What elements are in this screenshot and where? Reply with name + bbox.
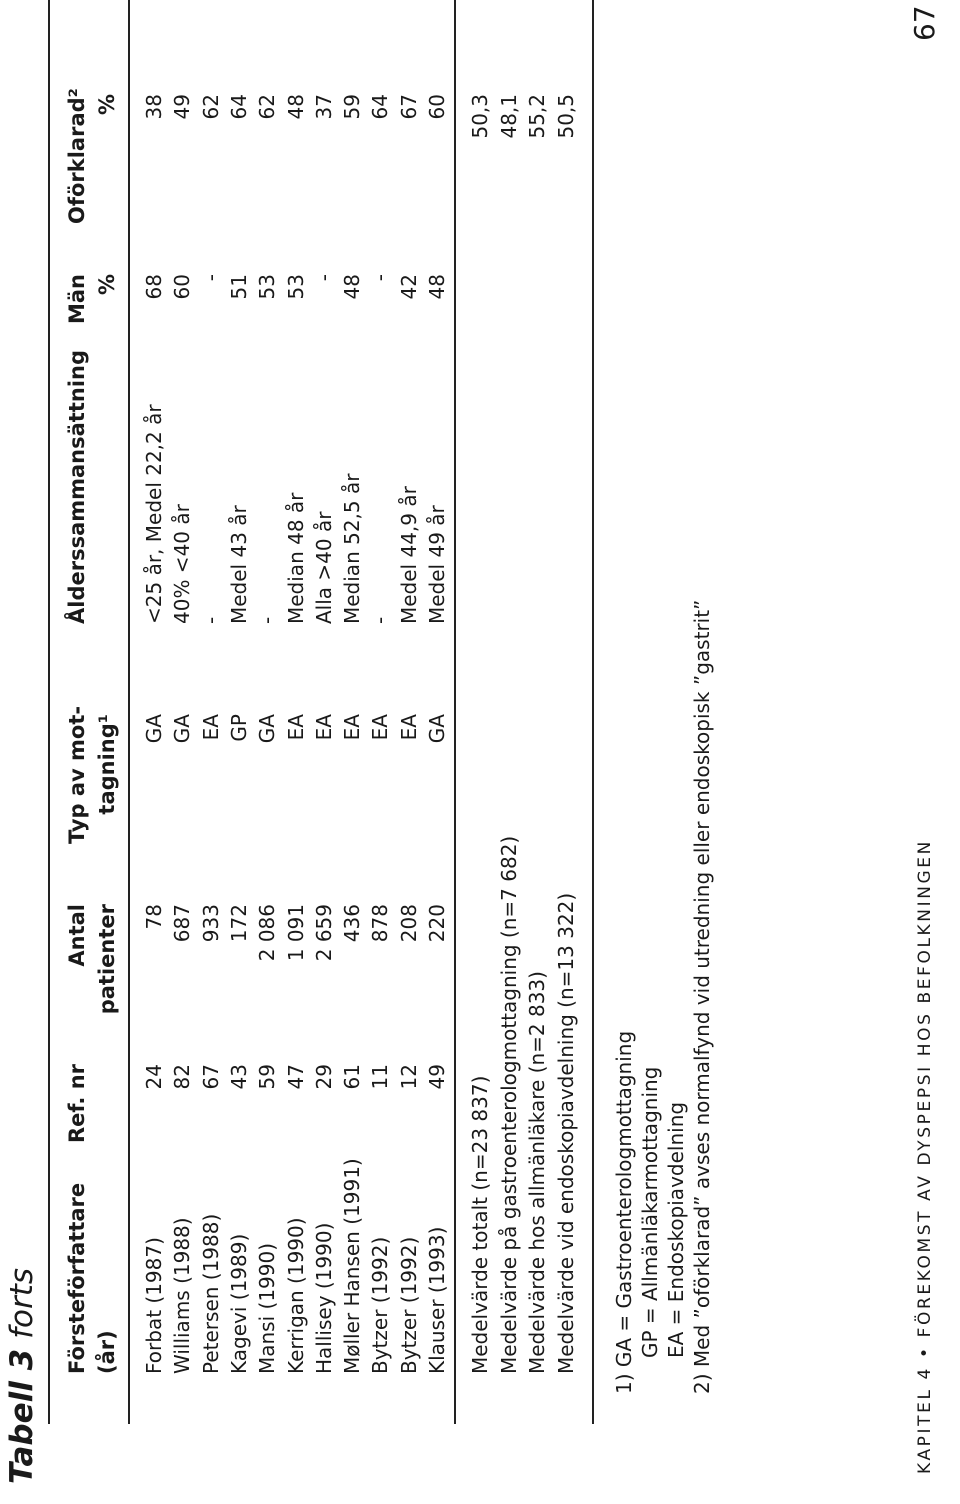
- col-header-men: Män %: [65, 274, 119, 325]
- cell-unexplained: 59: [340, 94, 365, 120]
- cell-men: 60: [170, 274, 195, 300]
- cell-type: GA: [255, 714, 280, 744]
- top-rule: [48, 0, 50, 1424]
- cell-ref: 11: [368, 1064, 393, 1090]
- cell-men: -: [198, 274, 223, 282]
- cell-patients: 78: [142, 904, 166, 930]
- summary-label: Medelvärde på gastroenterologmottagning (n=7 682): [496, 835, 521, 1374]
- cell-men: 48: [425, 274, 449, 300]
- chapter-footer: KAPITEL 4 • FÖREKOMST AV DYSPEPSI HOS BEFOLKNINGEN: [915, 839, 935, 1474]
- cell-author: Møller Hansen (1991): [340, 1158, 365, 1374]
- cell-unexplained: 60: [425, 94, 449, 120]
- cell-unexplained: 62: [255, 94, 280, 120]
- cell-ref: 82: [170, 1064, 195, 1090]
- summary-value: 50,5: [553, 94, 578, 139]
- cell-patients: 172: [226, 904, 251, 943]
- footnote-2: 2) Med ”oförklarad” avses normalfynd vid utredning eller endoskopisk ”gastrit”: [690, 599, 714, 1394]
- cell-ref: 24: [142, 1064, 166, 1090]
- cell-age: Medel 43 år: [226, 505, 251, 624]
- cell-author: Hallisey (1990): [311, 1222, 336, 1374]
- cell-patients: 687: [170, 904, 195, 943]
- cell-patients: 1 091: [283, 904, 308, 962]
- cell-men: 48: [340, 274, 365, 300]
- cell-author: Williams (1988): [170, 1217, 195, 1374]
- col-header-age: Ålderssammansättning: [65, 349, 89, 624]
- cell-type: EA: [198, 714, 223, 741]
- footnote-1c: EA = Endoskopiavdelning: [664, 1101, 688, 1358]
- cell-age: <25 år, Medel 22,2 år: [142, 404, 166, 624]
- cell-age: Alla >40 år: [311, 511, 336, 624]
- bottom-rule: [592, 0, 594, 1424]
- cell-ref: 29: [311, 1064, 336, 1090]
- cell-age: 40% <40 år: [170, 504, 195, 624]
- cell-men: 68: [142, 274, 166, 300]
- cell-type: EA: [396, 714, 421, 741]
- header-rule: [128, 0, 130, 1424]
- cell-unexplained: 62: [198, 94, 223, 120]
- cell-age: Median 48 år: [283, 492, 308, 624]
- cell-ref: 43: [226, 1064, 251, 1090]
- col-header-patients: Antal patienter: [65, 904, 119, 1015]
- cell-author: Bytzer (1992): [396, 1236, 421, 1374]
- cell-patients: 2 659: [311, 904, 336, 962]
- footnote-1a: 1) GA = Gastroenterologmottagning: [612, 1030, 636, 1394]
- cell-type: GA: [170, 714, 195, 744]
- summary-value: 48,1: [496, 94, 521, 139]
- summary-value: 50,3: [468, 94, 492, 139]
- body-rule: [454, 0, 456, 1424]
- summary-label: Medelvärde vid endoskopiavdelning (n=13 322): [553, 892, 578, 1374]
- cell-unexplained: 38: [142, 94, 166, 120]
- cell-unexplained: 37: [311, 94, 336, 120]
- col-header-unexplained: Oförklarad² %: [65, 88, 119, 224]
- summary-label: Medelvärde hos allmänläkare (n=2 833): [525, 971, 549, 1374]
- cell-ref: 49: [425, 1064, 449, 1090]
- cell-author: Bytzer (1992): [368, 1236, 393, 1374]
- cell-author: Forbat (1987): [142, 1237, 166, 1374]
- cell-author: Mansi (1990): [255, 1242, 280, 1374]
- footnote-1b: GP = Allmänläkarmottagning: [638, 1066, 662, 1358]
- cell-author: Petersen (1988): [198, 1213, 223, 1374]
- cell-unexplained: 48: [283, 94, 308, 120]
- summary-label: Medelvärde totalt (n=23 837): [468, 1075, 492, 1374]
- cell-type: GP: [226, 714, 251, 742]
- cell-men: 51: [226, 274, 251, 300]
- cell-age: Medel 44,9 år: [396, 486, 421, 624]
- cell-unexplained: 64: [368, 94, 393, 120]
- page-number: 67: [908, 5, 941, 41]
- cell-ref: 67: [198, 1064, 223, 1090]
- cell-patients: 2 086: [255, 904, 280, 962]
- cell-patients: 933: [198, 904, 223, 943]
- col-header-ref: Ref. nr: [65, 1064, 89, 1143]
- cell-unexplained: 49: [170, 94, 195, 120]
- col-header-author: Försteförfattare (år): [65, 1182, 119, 1374]
- cell-age: Medel 49 år: [425, 505, 449, 624]
- cell-men: 53: [283, 274, 308, 300]
- cell-type: EA: [311, 714, 336, 741]
- cell-author: Kagevi (1989): [226, 1233, 251, 1374]
- cell-author: Klauser (1993): [425, 1226, 449, 1374]
- cell-age: -: [255, 616, 280, 624]
- cell-author: Kerrigan (1990): [283, 1217, 308, 1374]
- cell-type: EA: [283, 714, 308, 741]
- cell-ref: 47: [283, 1064, 308, 1090]
- cell-age: -: [198, 616, 223, 624]
- cell-type: GA: [425, 714, 449, 744]
- cell-ref: 59: [255, 1064, 280, 1090]
- cell-men: -: [311, 274, 336, 282]
- cell-patients: 878: [368, 904, 393, 943]
- cell-type: EA: [368, 714, 393, 741]
- cell-unexplained: 67: [396, 94, 421, 120]
- col-header-type: Typ av mot- tagning¹: [65, 705, 119, 844]
- cell-age: Median 52,5 år: [340, 473, 365, 624]
- cell-patients: 436: [340, 904, 365, 943]
- cell-unexplained: 64: [226, 94, 251, 120]
- cell-age: -: [368, 616, 393, 624]
- cell-patients: 208: [396, 904, 421, 943]
- summary-value: 55,2: [525, 94, 549, 139]
- cell-men: -: [368, 274, 393, 282]
- cell-type: GA: [142, 714, 166, 744]
- table-title: Tabell 3 forts: [4, 1267, 40, 1484]
- cell-ref: 12: [396, 1064, 421, 1090]
- cell-men: 53: [255, 274, 280, 300]
- cell-men: 42: [396, 274, 421, 300]
- cell-patients: 220: [425, 904, 449, 943]
- cell-ref: 61: [340, 1064, 365, 1090]
- cell-type: EA: [340, 714, 365, 741]
